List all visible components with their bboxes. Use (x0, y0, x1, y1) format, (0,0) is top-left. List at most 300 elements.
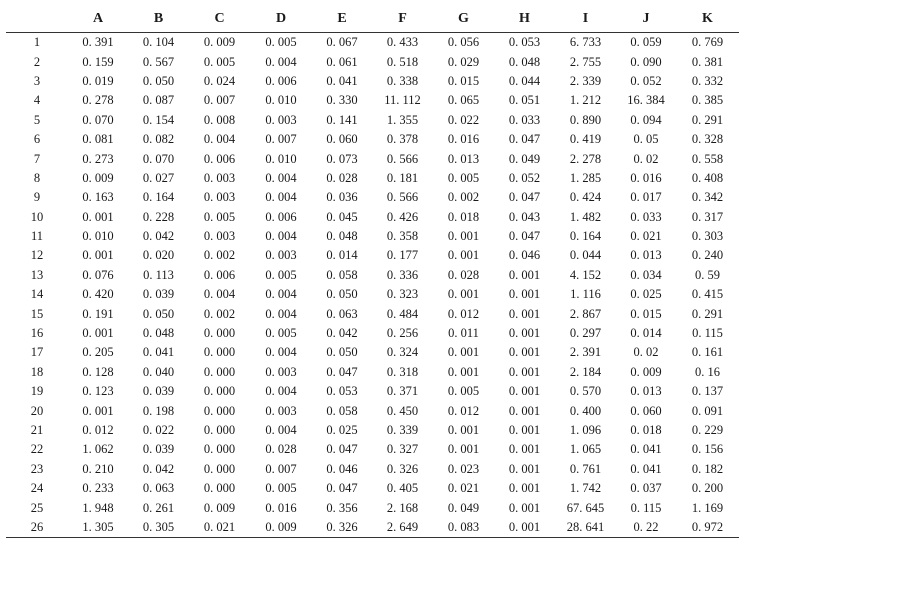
table-cell: 0. 004 (265, 423, 297, 437)
row-label: 19 (30, 384, 44, 399)
table-cell: 0. 001 (508, 500, 541, 515)
table-cell: 0. 972 (676, 518, 739, 538)
table-cell: 0. 015 (630, 306, 662, 321)
table-cell: 0. 424 (569, 190, 602, 205)
table-cell: 1. 355 (386, 112, 419, 127)
table-cell: 0. 041 (630, 442, 662, 457)
table-cell: 0. 022 (142, 423, 175, 437)
table-cell: 0. 020 (142, 248, 175, 263)
table-cell: 0. 005 (203, 54, 236, 69)
table-cell: 0. 182 (691, 461, 724, 476)
table-cell: 0. 041 (142, 345, 175, 360)
table-cell: 0. 029 (447, 54, 480, 69)
table-cell: 0. 004 (265, 345, 297, 360)
table-cell: 0. 001 (508, 267, 541, 282)
table-cell: 2. 649 (372, 518, 433, 538)
table-cell: 0. 001 (494, 518, 555, 538)
table-cell: 0. 053 (508, 35, 541, 50)
table-cell: 0. 015 (447, 73, 480, 88)
table-row (6, 52, 739, 71)
table-cell: 0. 05 (633, 132, 659, 147)
table-cell: 0. 391 (82, 35, 114, 50)
table-row (6, 266, 739, 285)
table-cell: 0. 342 (691, 190, 724, 205)
table-cell: 0. 381 (691, 54, 724, 69)
table-cell: 0. 067 (326, 35, 358, 50)
table-cell: 0. 163 (82, 190, 114, 205)
table-cell: 0. 000 (203, 461, 236, 476)
table-cell: 0. 000 (203, 345, 236, 360)
table-cell: 0. 408 (691, 170, 724, 185)
table-cell: 0. 003 (203, 229, 236, 244)
table-cell: 0. 004 (203, 287, 236, 302)
table-cell: 0. 001 (447, 248, 480, 263)
table-cell: 0. 049 (447, 500, 480, 515)
column-header: C (214, 11, 225, 26)
table-cell: 0. 205 (82, 345, 114, 360)
table-row (6, 246, 739, 265)
table-cell: 0. 014 (630, 326, 662, 341)
table-cell: 0. 043 (508, 209, 541, 224)
table-cell: 0. 042 (142, 461, 175, 476)
table-cell: 1. 212 (569, 93, 602, 108)
row-label-header (6, 6, 68, 33)
row-label: 9 (33, 190, 41, 205)
table-cell: 0. 013 (447, 151, 480, 166)
table-cell: 0. 291 (691, 306, 724, 321)
table-cell: 0. 261 (142, 500, 175, 515)
table-cell: 0. 330 (326, 93, 358, 108)
table-cell: 0. 570 (569, 384, 602, 399)
table-cell: 0. 052 (508, 170, 541, 185)
table-cell: 0. 002 (203, 306, 236, 321)
data-table (6, 6, 739, 538)
table-cell: 0. 297 (569, 326, 602, 341)
row-label: 11 (30, 229, 44, 244)
table-cell: 0. 036 (326, 190, 358, 205)
table-cell: 0. 141 (326, 112, 358, 127)
table-cell: 0. 332 (691, 73, 724, 88)
table-cell: 67. 645 (566, 500, 605, 515)
column-header: K (702, 11, 713, 26)
table-row (6, 363, 739, 382)
row-label: 1 (33, 35, 41, 50)
table-row (6, 285, 739, 304)
table-cell: 1. 062 (82, 442, 114, 457)
table-cell: 0. 328 (691, 132, 724, 147)
table-cell: 0. 021 (189, 518, 250, 538)
table-cell: 0. 305 (128, 518, 189, 538)
table-cell: 0. 016 (630, 170, 662, 185)
table-cell: 0. 050 (142, 73, 175, 88)
table-row (6, 518, 739, 538)
table-cell: 0. 011 (448, 326, 479, 341)
table-cell: 0. 070 (82, 112, 114, 127)
table-cell: 0. 004 (265, 229, 297, 244)
table-cell: 0. 336 (386, 267, 419, 282)
table-cell: 1. 096 (569, 423, 602, 437)
table-cell: 0. 004 (203, 132, 236, 147)
table-cell: 0. 484 (386, 306, 419, 321)
table-cell: 0. 385 (691, 93, 724, 108)
table-row (6, 149, 739, 168)
table-cell: 0. 009 (203, 35, 236, 50)
table-cell: 0. 056 (447, 35, 480, 50)
table-cell: 0. 200 (691, 481, 724, 496)
table-row (6, 498, 739, 517)
header-row (6, 6, 739, 33)
table-cell: 0. 049 (508, 151, 541, 166)
table-row (6, 343, 739, 362)
table-row (6, 382, 739, 401)
table-cell: 0. 007 (203, 93, 236, 108)
table-row (6, 440, 739, 459)
table-cell: 0. 044 (569, 248, 602, 263)
table-cell: 0. 063 (326, 306, 358, 321)
table-cell: 0. 000 (203, 481, 236, 496)
table-cell: 0. 047 (508, 132, 541, 147)
column-header: A (92, 11, 104, 26)
table-cell: 0. 433 (386, 35, 419, 50)
table-cell: 0. 001 (82, 248, 114, 263)
row-label: 24 (30, 481, 44, 496)
table-cell: 0. 009 (250, 518, 312, 538)
table-cell: 0. 001 (508, 306, 541, 321)
table-cell: 0. 001 (447, 287, 480, 302)
table-cell: 0. 000 (203, 423, 236, 437)
table-row (6, 33, 739, 53)
table-cell: 0. 047 (326, 442, 358, 457)
row-label: 7 (33, 151, 41, 166)
column-header: D (275, 11, 287, 26)
table-row (6, 227, 739, 246)
table-cell: 0. 034 (630, 267, 662, 282)
table-cell: 0. 326 (312, 518, 372, 538)
table-cell: 0. 021 (630, 229, 662, 244)
table-cell: 0. 567 (142, 54, 175, 69)
table-cell: 0. 028 (326, 170, 358, 185)
row-label: 22 (30, 442, 44, 457)
table-cell: 0. 339 (386, 423, 419, 437)
table-cell: 0. 181 (386, 170, 419, 185)
table-cell: 0. 063 (142, 481, 175, 496)
table-cell: 0. 047 (326, 481, 358, 496)
table-cell: 1. 742 (569, 481, 602, 496)
table-cell: 0. 02 (633, 345, 659, 360)
table-row (6, 401, 739, 420)
table-cell: 0. 014 (326, 248, 358, 263)
table-cell: 0. 001 (82, 326, 114, 341)
table-cell: 0. 890 (569, 112, 602, 127)
column-header: G (458, 11, 469, 26)
row-label: 10 (30, 209, 44, 224)
table-cell: 0. 051 (508, 93, 541, 108)
table-cell: 0. 769 (691, 35, 724, 50)
table-row (6, 130, 739, 149)
table-cell: 0. 065 (447, 93, 480, 108)
table-cell: 0. 003 (203, 190, 236, 205)
table-cell: 0. 001 (508, 403, 541, 418)
table-cell: 0. 070 (142, 151, 175, 166)
table-cell: 0. 005 (265, 267, 297, 282)
table-cell: 0. 009 (630, 364, 662, 379)
table-cell: 0. 004 (265, 306, 297, 321)
table-cell: 0. 001 (447, 364, 480, 379)
table-cell: 28. 641 (555, 518, 616, 538)
table-cell: 0. 004 (265, 170, 297, 185)
table-cell: 0. 001 (447, 345, 480, 360)
table-cell: 0. 156 (691, 442, 724, 457)
table-cell: 0. 004 (265, 287, 297, 302)
table-cell: 0. 094 (630, 112, 662, 127)
table-cell: 0. 005 (265, 326, 297, 341)
table-cell: 0. 028 (447, 267, 480, 282)
table-row (6, 324, 739, 343)
table-cell: 0. 22 (616, 518, 676, 538)
table-cell: 0. 048 (508, 54, 541, 69)
table-cell: 0. 010 (265, 93, 297, 108)
table-cell: 0. 001 (508, 345, 541, 360)
table-cell: 0. 001 (82, 209, 114, 224)
row-label: 2 (33, 54, 41, 69)
table-cell: 0. 008 (203, 112, 236, 127)
table-row (6, 479, 739, 498)
table-cell: 0. 001 (508, 326, 541, 341)
table-cell: 0. 042 (326, 326, 358, 341)
table-cell: 0. 058 (326, 403, 358, 418)
table-cell: 0. 323 (386, 287, 419, 302)
table-cell: 0. 001 (508, 481, 541, 496)
table-cell: 0. 317 (691, 209, 724, 224)
table-cell: 0. 113 (143, 267, 174, 282)
table-cell: 0. 005 (265, 35, 297, 50)
table-cell: 0. 012 (447, 306, 480, 321)
table-cell: 0. 02 (633, 151, 659, 166)
row-label: 6 (33, 132, 41, 147)
table-cell: 0. 023 (447, 461, 480, 476)
table-cell: 0. 022 (447, 112, 480, 127)
table-cell: 0. 006 (203, 267, 236, 282)
table-cell: 0. 358 (386, 229, 419, 244)
table-cell: 0. 082 (142, 132, 175, 147)
table-cell: 0. 123 (82, 384, 114, 399)
table-cell: 0. 566 (386, 151, 419, 166)
table-body (6, 33, 739, 538)
table-cell: 1. 116 (570, 287, 601, 302)
table-cell: 1. 285 (569, 170, 602, 185)
row-label: 15 (30, 306, 44, 321)
table-cell: 0. 210 (82, 461, 114, 476)
table-cell: 0. 017 (630, 190, 662, 205)
table-cell: 0. 005 (203, 209, 236, 224)
table-cell: 0. 012 (447, 403, 480, 418)
table-cell: 0. 025 (630, 287, 662, 302)
row-label: 17 (30, 345, 44, 360)
table-cell: 0. 000 (203, 442, 236, 457)
table-cell: 0. 154 (142, 112, 175, 127)
table-cell: 0. 278 (82, 93, 114, 108)
table-cell: 1. 305 (68, 518, 128, 538)
table-cell: 0. 058 (326, 267, 358, 282)
table-cell: 0. 001 (82, 403, 114, 418)
table-row (6, 169, 739, 188)
table-cell: 0. 273 (82, 151, 114, 166)
table-cell: 0. 415 (691, 287, 724, 302)
table-cell: 0. 003 (265, 364, 297, 379)
table-cell: 0. 018 (630, 423, 662, 437)
table-cell: 0. 033 (630, 209, 662, 224)
table-cell: 0. 090 (630, 54, 662, 69)
column-header: I (582, 11, 589, 26)
table-cell: 0. 001 (508, 442, 541, 457)
table-cell: 0. 037 (630, 481, 662, 496)
table-row (6, 208, 739, 227)
row-label: 16 (30, 326, 44, 341)
table-cell: 0. 761 (569, 461, 602, 476)
table-cell: 0. 006 (265, 209, 297, 224)
table-cell: 0. 021 (447, 481, 480, 496)
row-label: 21 (30, 423, 44, 437)
table-cell: 0. 128 (82, 364, 114, 379)
table-cell: 0. 046 (326, 461, 358, 476)
table-cell: 0. 050 (326, 345, 358, 360)
table-cell: 0. 177 (386, 248, 419, 263)
table-cell: 0. 019 (82, 73, 114, 88)
table-cell: 0. 000 (203, 326, 236, 341)
table-cell: 0. 115 (692, 326, 723, 341)
table-cell: 0. 003 (265, 403, 297, 418)
table-cell: 0. 012 (82, 423, 114, 437)
table-cell: 0. 419 (569, 132, 602, 147)
table-cell: 0. 016 (447, 132, 480, 147)
table-header (6, 6, 739, 33)
table-cell: 0. 050 (142, 306, 175, 321)
table-cell: 0. 028 (265, 442, 297, 457)
table-cell: 0. 047 (508, 229, 541, 244)
table-cell: 0. 240 (691, 248, 724, 263)
table-cell: 0. 004 (265, 384, 297, 399)
table-cell: 0. 041 (630, 461, 662, 476)
table-cell: 0. 024 (203, 73, 236, 88)
table-cell: 0. 052 (630, 73, 662, 88)
table-cell: 0. 326 (386, 461, 419, 476)
table-cell: 0. 001 (508, 384, 541, 399)
table-cell: 0. 000 (203, 403, 236, 418)
table-cell: 0. 291 (691, 112, 724, 127)
table-cell: 1. 482 (569, 209, 602, 224)
table-cell: 0. 044 (508, 73, 541, 88)
table-cell: 0. 191 (82, 306, 114, 321)
table-cell: 4. 152 (569, 267, 602, 282)
table-cell: 0. 047 (326, 364, 358, 379)
table-cell: 2. 168 (386, 500, 419, 515)
table-cell: 0. 338 (386, 73, 419, 88)
table-row (6, 72, 739, 91)
table-cell: 0. 115 (630, 500, 662, 515)
table-cell: 0. 004 (265, 54, 297, 69)
table-cell: 0. 047 (508, 190, 541, 205)
table-cell: 0. 256 (386, 326, 419, 341)
column-header: H (519, 11, 530, 26)
table-cell: 1. 948 (82, 500, 114, 515)
row-label: 3 (33, 73, 41, 88)
table-cell: 0. 400 (569, 403, 602, 418)
row-label: 12 (30, 248, 44, 263)
table-cell: 0. 060 (326, 132, 358, 147)
table-cell: 2. 755 (569, 54, 602, 69)
column-header: E (337, 11, 347, 26)
table-cell: 0. 045 (326, 209, 358, 224)
table-cell: 0. 013 (630, 248, 662, 263)
row-label: 14 (30, 287, 44, 302)
row-label: 23 (30, 461, 44, 476)
table-row (6, 304, 739, 323)
table-cell: 0. 048 (326, 229, 358, 244)
table-cell: 0. 001 (508, 423, 541, 437)
table-row (6, 421, 739, 440)
table-cell: 0. 558 (691, 151, 724, 166)
table-cell: 0. 001 (508, 461, 541, 476)
table-row (6, 91, 739, 110)
table-cell: 2. 339 (569, 73, 602, 88)
table-cell: 0. 005 (265, 481, 297, 496)
table-cell: 0. 426 (386, 209, 419, 224)
table-cell: 0. 010 (82, 229, 114, 244)
table-cell: 11. 112 (384, 93, 421, 108)
table-cell: 0. 083 (433, 518, 494, 538)
table-cell: 0. 076 (82, 267, 114, 282)
table-cell: 0. 001 (508, 287, 541, 302)
table-cell: 0. 003 (265, 112, 297, 127)
table-row (6, 460, 739, 479)
table-cell: 1. 065 (569, 442, 602, 457)
table-cell: 0. 566 (386, 190, 419, 205)
table-cell: 6. 733 (569, 35, 602, 50)
table-cell: 0. 303 (691, 229, 724, 244)
table-cell: 0. 041 (326, 73, 358, 88)
row-label: 5 (33, 112, 41, 127)
table-cell: 0. 010 (265, 151, 297, 166)
table-cell: 2. 391 (569, 345, 602, 360)
table-cell: 0. 013 (630, 384, 662, 399)
row-label: 8 (33, 170, 41, 185)
table-cell: 0. 229 (691, 423, 724, 437)
table-cell: 0. 016 (265, 500, 297, 515)
table-cell: 0. 005 (447, 170, 480, 185)
table-cell: 0. 137 (691, 384, 724, 399)
table-cell: 0. 033 (508, 112, 541, 127)
row-label: 20 (30, 403, 44, 418)
column-header: J (642, 11, 650, 26)
table-cell: 0. 039 (142, 384, 175, 399)
table-cell: 0. 001 (447, 442, 480, 457)
table-cell: 0. 164 (569, 229, 602, 244)
row-label: 25 (30, 500, 44, 515)
table-cell: 0. 002 (447, 190, 480, 205)
table-cell: 0. 007 (265, 461, 297, 476)
table-cell: 0. 198 (142, 403, 175, 418)
table-cell: 0. 060 (630, 403, 662, 418)
table-cell: 0. 009 (82, 170, 114, 185)
table-cell: 0. 048 (142, 326, 175, 341)
table-cell: 16. 384 (627, 93, 665, 108)
table-cell: 0. 091 (691, 403, 724, 418)
row-label: 4 (33, 93, 41, 108)
table-cell: 0. 405 (386, 481, 419, 496)
table-cell: 0. 081 (82, 132, 114, 147)
table-cell: 0. 025 (326, 423, 358, 437)
table-cell: 0. 161 (691, 345, 724, 360)
